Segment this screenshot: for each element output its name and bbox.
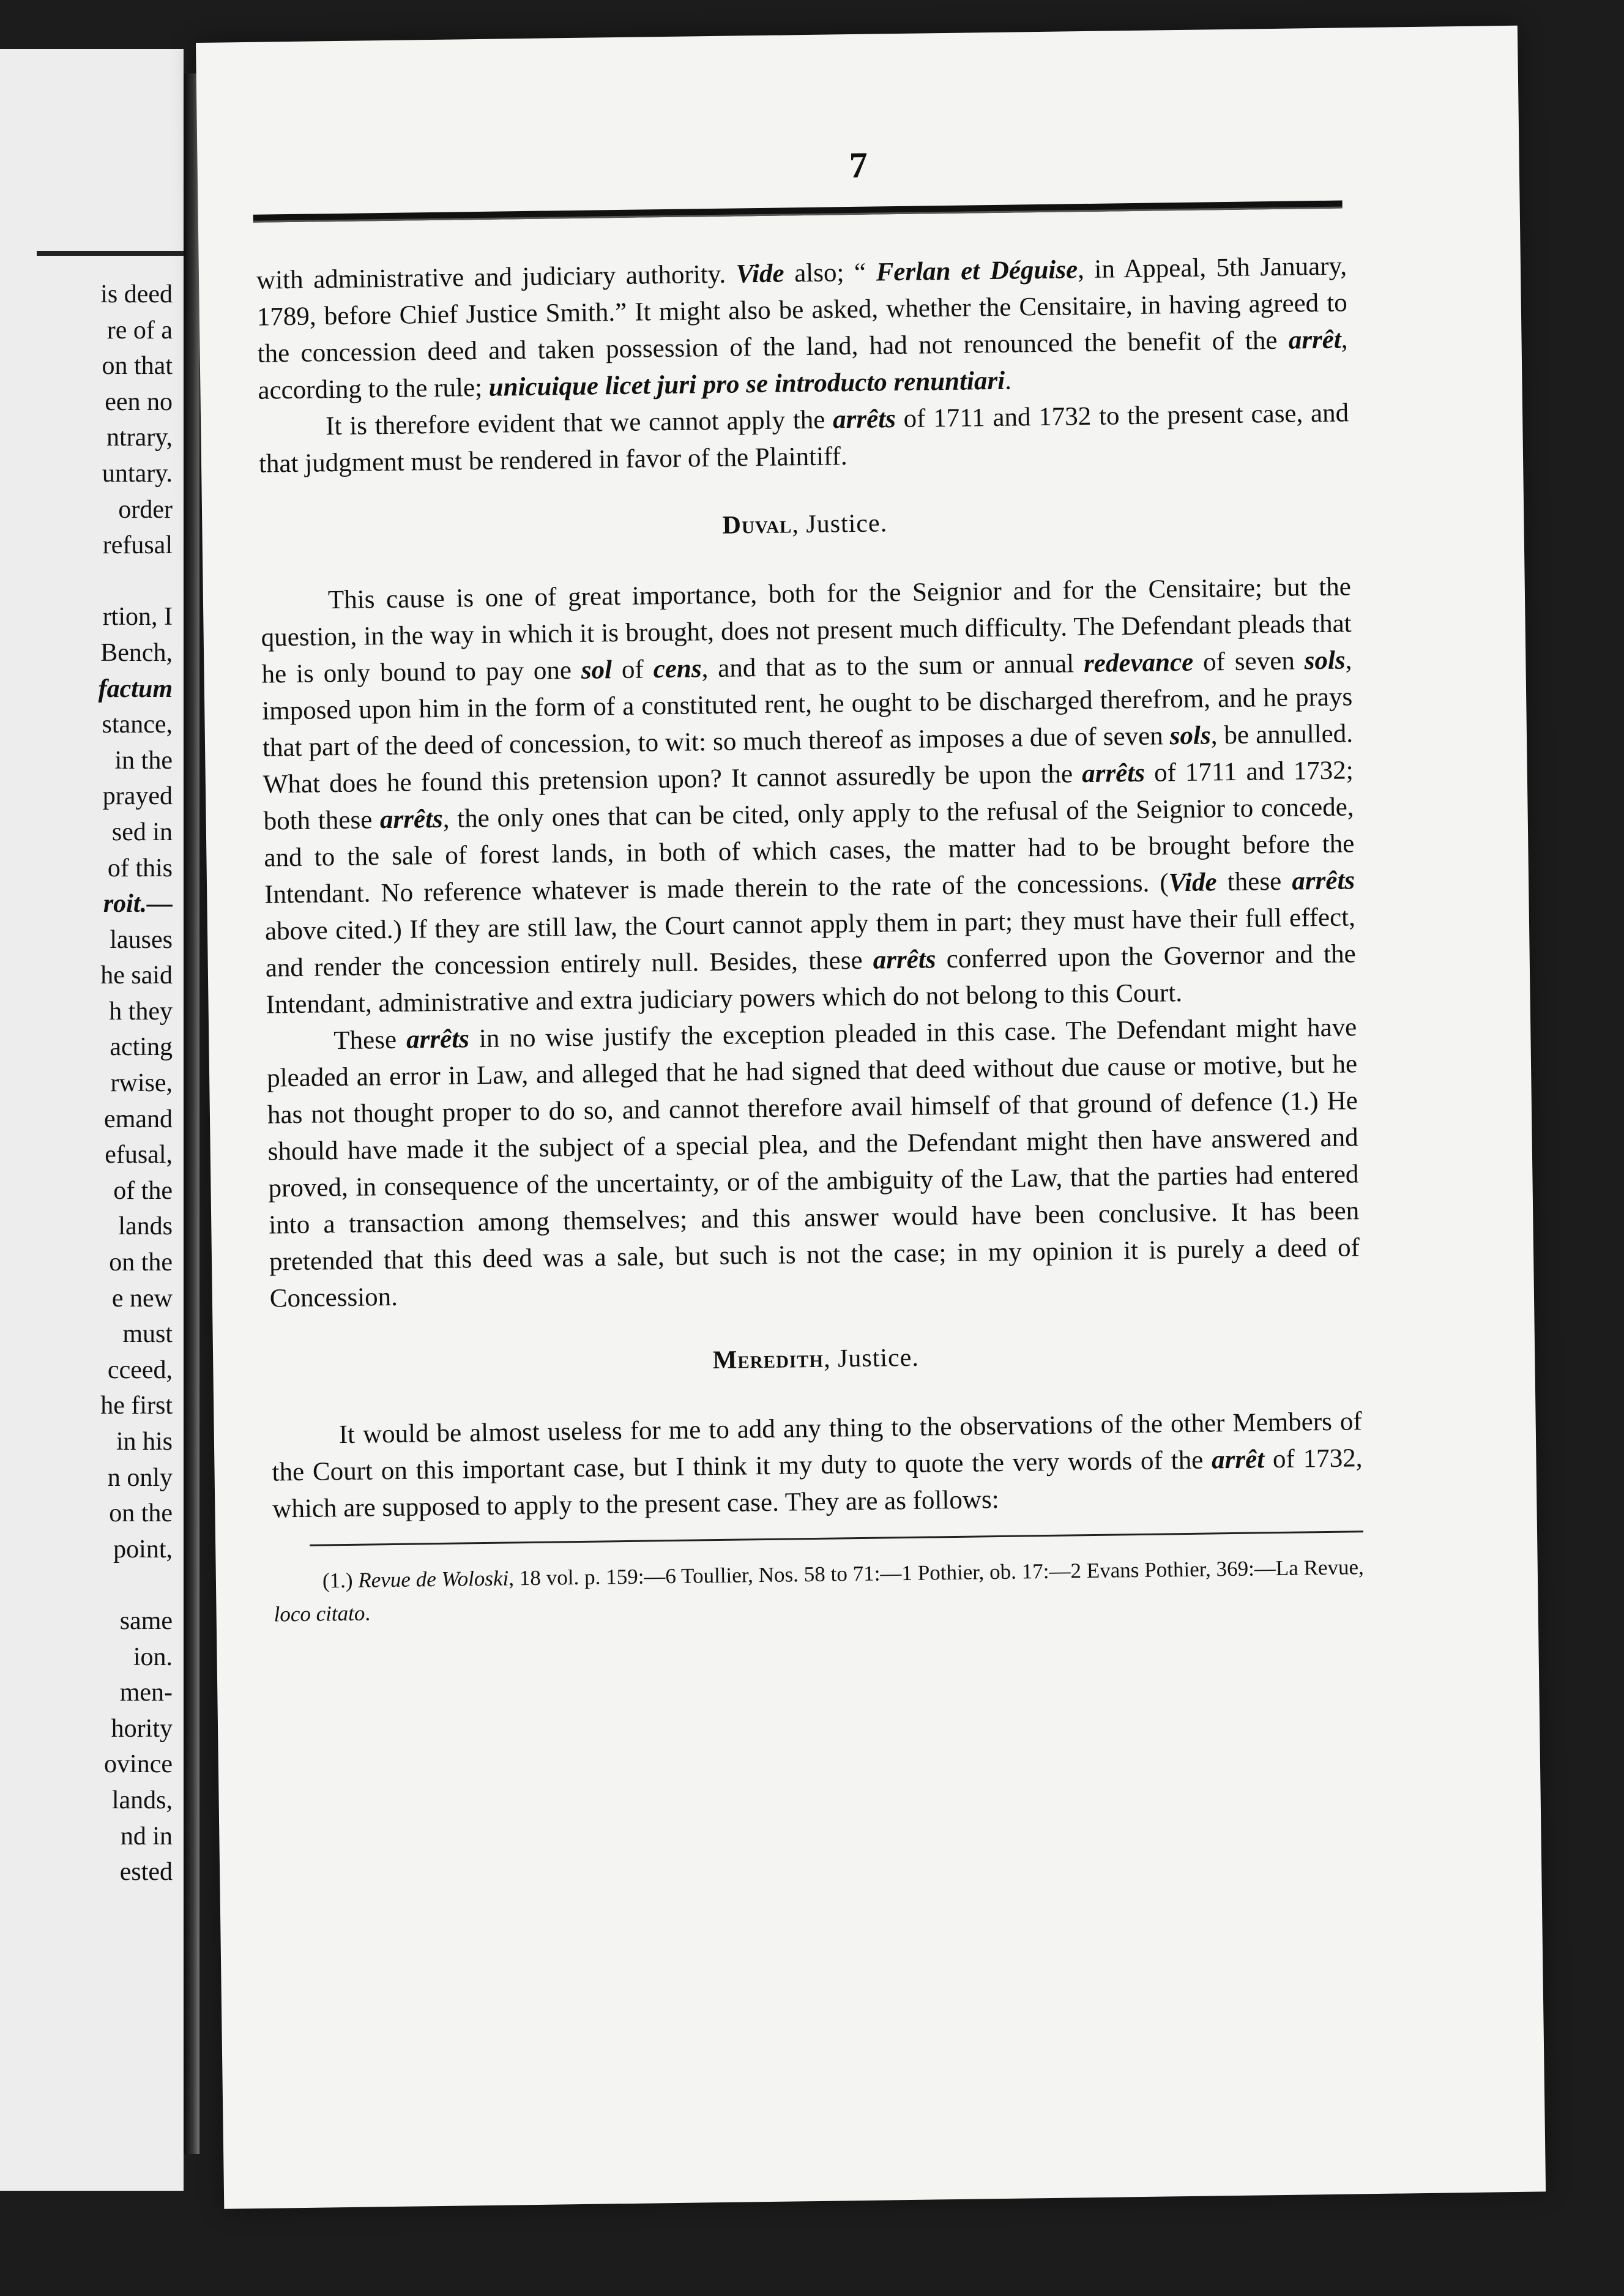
footnote-rule: [310, 1530, 1363, 1546]
header-rule: [253, 200, 1343, 222]
left-line: nd in: [120, 1822, 173, 1851]
left-line: ion.: [133, 1642, 173, 1671]
left-line: is deed: [100, 280, 173, 308]
left-page-rule: [37, 251, 184, 256]
left-line: untary.: [102, 459, 173, 488]
paragraph-duval-1: This cause is one of great importance, both for the Seignior and for the Censitaire; but the question, in the way in which it is brought, does not present much difficulty. The Defendant pleads that he is only bound to pay one sol of cens, and that as to the sum or annual redevance of seven sols, imposed upon him in the form of a constituted rent, he ought to be discharged therefrom, and he prays that part of the deed of concession, to wit: so much thereof as imposes a due of seven sols, be annulled. What does he found this pretension upon? It cannot assuredly be upon the arrêts of 1711 and 1732; both these arrêts, the only ones that can be cited, only apply to the refusal of the Seignior to concede, and to the sale of forest lands, in both of which cases, the matter had to be brought before the Intendant. No reference whatever is made therein to the rate of the concessions. (Vide these arrêts above cited.) If they are still law, the Court cannot apply them in part; they must have their full effect, and render the concession entirely null. Besides, these arrêts conferred upon the Governor and the Intendant, administrative and extra judiciary powers which do not belong to this Court.: [261, 572, 1356, 1019]
left-line: men-: [119, 1679, 173, 1707]
left-line: e new: [111, 1284, 173, 1313]
left-line: [13, 1567, 173, 1603]
left-line: in the: [114, 746, 173, 775]
left-line: factum: [98, 674, 173, 703]
left-line: efusal,: [105, 1141, 173, 1169]
left-line: lands,: [111, 1786, 173, 1814]
page-body: [256, 248, 1365, 1631]
left-line: rwise,: [110, 1069, 173, 1098]
left-line: h they: [109, 997, 173, 1026]
left-line: prayed: [102, 782, 173, 811]
section-heading-duval: Duval, Justice.: [722, 509, 888, 540]
left-line: on that: [102, 352, 173, 381]
left-line: ntrary,: [106, 423, 173, 452]
left-line: roit.—: [103, 890, 173, 919]
left-line: n only: [107, 1463, 173, 1492]
left-line: emand: [104, 1105, 173, 1133]
left-line: of this: [107, 854, 173, 882]
left-line: he first: [100, 1392, 173, 1420]
left-line: [13, 564, 173, 600]
left-line: rtion, I: [102, 603, 173, 632]
main-page: [196, 26, 1546, 2209]
left-page-fragment: [0, 49, 184, 2191]
left-line: een no: [105, 387, 173, 416]
book-gutter: [184, 73, 199, 2154]
paragraph-meredith: It would be almost useless for me to add any thing to the observations of the other Members of the Court on this important case, but I think it my duty to quote the very words of the arrêt of 1732, which are supposed to apply to the present case. They are as follows:: [272, 1407, 1363, 1524]
left-line: acting: [110, 1033, 173, 1062]
left-line: stance,: [102, 710, 173, 739]
left-line: sed in: [111, 818, 173, 846]
paragraph-conclusion: It is therefore evident that we cannot apply the arrêts of 1711 and 1732 to the present case, and that judgment must be rendered in favor of the Plaintiff.: [258, 398, 1349, 479]
left-line: point,: [113, 1535, 173, 1564]
left-line: must: [122, 1320, 173, 1349]
left-line: refusal: [102, 531, 173, 560]
left-line: of the: [113, 1176, 173, 1205]
page-number: 7: [849, 144, 868, 186]
left-line: in his: [116, 1428, 173, 1456]
left-line: Bench,: [100, 638, 173, 667]
left-line: order: [118, 495, 173, 524]
case-citation: Ferlan et Déguise: [876, 255, 1078, 287]
paragraph-duval-2: These arrêts in no wise justify the exception pleaded in this case. The Defendant might have pleaded an error in Law, and alleged that he had signed that deed without due cause or motive, but he has not thought proper to do so, and cannot therefore avail himself of that ground of defence (1.) He should have made it the subject of a special plea, and the Defendant might then have answered and proved, in consequence of the uncertainty, or of the ambiguity of the Law, that the parties had entered into a transaction among themselves; and this answer would have been conclusive. It has been pretended that this deed was a sale, but such is not the case; in my opinion it is purely a deed of Concession.: [266, 1013, 1360, 1313]
left-line: same: [119, 1606, 173, 1635]
left-line: hority: [111, 1714, 173, 1743]
left-line: ovince: [104, 1750, 173, 1779]
left-line: lands: [118, 1212, 173, 1241]
section-heading-meredith: Meredith, Justice.: [712, 1343, 920, 1375]
left-line: re of a: [106, 316, 173, 345]
left-line: on the: [109, 1499, 173, 1528]
left-page-text: [13, 277, 173, 1890]
latin-maxim: unicuique licet juri pro se introducto renuntiari: [488, 366, 1005, 402]
left-line: he said: [100, 961, 173, 990]
footnote: (1.) Revue de Woloski, 18 vol. p. 159:—6 Toullier, Nos. 58 to 71:—1 Pothier, ob. 17:—2 Evans Pothier, 369:—La Revue, loco citato.: [274, 1555, 1365, 1627]
left-line: on the: [109, 1248, 173, 1277]
paragraph-continuation: with administrative and judiciary authority. Vide also; “ Ferlan et Déguise, in Appeal, 5th January, 1789, before Chief Justice Smith.” It might also be asked, whether the Censitaire, in having agreed to the concession deed and taken possession of the land, had not renounced the benefit of the arrêt, according to the rule; unicuique licet juri pro se introducto renuntiari.: [256, 252, 1348, 405]
left-line: cceed,: [107, 1355, 173, 1384]
left-line: ested: [119, 1858, 173, 1887]
left-line: lauses: [110, 925, 173, 954]
